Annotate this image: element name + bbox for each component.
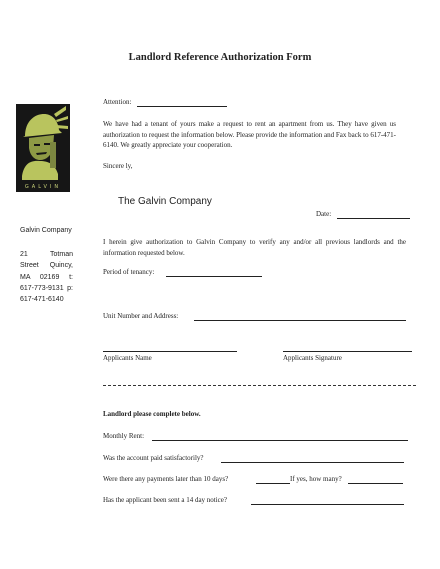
attention-field[interactable]: [137, 106, 227, 107]
how-many-field[interactable]: [348, 483, 403, 484]
account-paid-field[interactable]: [221, 462, 404, 463]
applicants-name-field[interactable]: [103, 351, 237, 352]
date-label: Date:: [316, 210, 332, 218]
late-payments-field[interactable]: [256, 483, 290, 484]
company-signature: The Galvin Company: [118, 196, 212, 207]
applicants-name-label: Applicants Name: [103, 354, 152, 362]
applicants-signature-label: Applicants Signature: [283, 354, 342, 362]
attention-label: Attention:: [103, 98, 132, 106]
unit-address-field[interactable]: [194, 320, 406, 321]
intro-paragraph: We have had a tenant of yours make a request to rent an apartment from us. They have given us authorization to request the information below. Please provide the information and Fax back to 617-471-6140. We greatly appreciate your cooperation.: [103, 120, 396, 150]
applicants-signature-field[interactable]: [283, 351, 412, 352]
fourteen-day-notice-label: Has the applicant been sent a 14 day notice?: [103, 496, 228, 504]
landlord-section-heading: Landlord please complete below.: [103, 410, 201, 418]
closing-text: Sincere ly,: [103, 162, 133, 170]
unit-address-label: Unit Number and Address:: [103, 312, 179, 320]
date-field[interactable]: [337, 218, 410, 219]
galvin-logo: [16, 104, 70, 192]
period-of-tenancy-field[interactable]: [166, 276, 262, 277]
logo-wordmark: GALVIN: [24, 184, 62, 190]
worker-helmet-icon: [16, 104, 70, 192]
cut-line-divider: [103, 385, 416, 386]
form-title: Landlord Reference Authorization Form: [128, 52, 312, 63]
authorization-paragraph: I herein give authorization to Galvin Company to verify any and/or all previous landlords and the information requested below.: [103, 238, 406, 257]
monthly-rent-field[interactable]: [152, 440, 408, 441]
account-paid-label: Was the account paid satisfactorily?: [103, 454, 204, 462]
late-payments-label: Were there any payments later than 10 days?: [103, 475, 229, 483]
fourteen-day-notice-field[interactable]: [251, 504, 404, 505]
how-many-label: If yes, how many?: [290, 475, 342, 483]
period-of-tenancy-label: Period of tenancy:: [103, 268, 155, 276]
sidebar-company-name: Galvin Company: [20, 227, 72, 234]
sidebar-address: 21 Totman Street Quincy, MA 02169 t: 617-773-9131 p: 617-471-6140: [20, 251, 73, 304]
monthly-rent-label: Monthly Rent:: [103, 432, 145, 440]
